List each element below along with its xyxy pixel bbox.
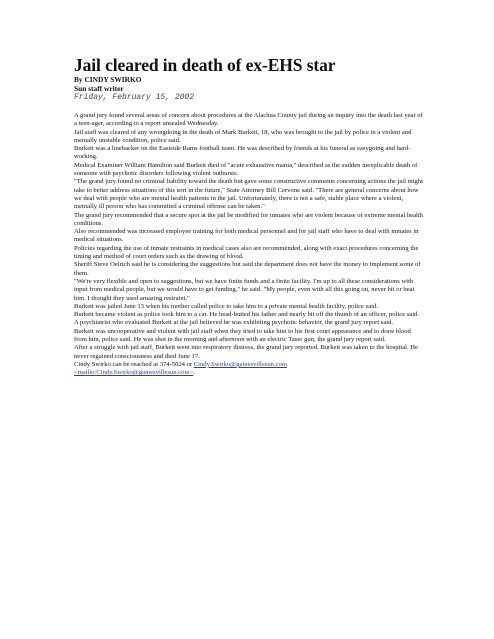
article-date: Friday, February 15, 2002 (74, 93, 195, 102)
article-paragraph: A psychiatrist who evaluated Burkett at the jail believed he was exhibiting psychotic behavior, the grand jury report said. (74, 319, 394, 327)
article-paragraph: "We're very flexible and open to suggestions, but we have finite funds and a finite facility. I'm up to all these considerations with input from medical people, but we would have to get funding," he said. "My people, even with all this going on, never hit or beat him. I thought they used amazing restraint." (74, 277, 415, 302)
article-paragraph: Burkett was uncooperative and violent with jail staff when they tried to take him to his first court appearance and to draw blood from him, police said. He was shot in the morning and afternoon with an electric Taser gun, the grand jury report said. (74, 327, 411, 344)
author-email-link[interactable]: Cindy.Swirko@gainesvillesun.com (193, 360, 287, 368)
author-role: Sun staff writer (74, 84, 124, 93)
article-paragraph: Also recommended was increased employee training for both medical personnel and for jail staff who have to deal with inmates in medical situations. (74, 228, 419, 244)
article-paragraph: "The grand jury found no criminal liability toward the death but gave some constructive comments concerning actions the jail might take to better address situations of this sort in the future," State Attorney Bill Cervone said. "There are general concerns about how we deal with people who are mental health patients in the jail. Unfortunately, there is not a safe, stable place where a violent, mentally ill person who has committed a criminal offense can be taken." (74, 178, 423, 211)
contact-prefix: Cindy Swirko can be reached at 374-5024 or (74, 360, 194, 368)
article-paragraph: Burkett was jailed June 13 when his mother called police to take him to a private mental health facility, police said. (74, 302, 378, 310)
article-paragraph: Burkett became violent as police took him to a car. He head-butted his father and nearly bit off the thumb of an officer, police said. (74, 311, 420, 319)
contact-suffix: . (193, 369, 195, 377)
article-paragraph: Medical Examiner William Hamilton said Burkett died of "acute exhaustive mania," described as the sudden inexplicable death of someone with psychotic disorders following violent outbursts. (74, 161, 418, 178)
contact-line (74, 361, 424, 378)
article-body (74, 112, 424, 378)
article-paragraph: After a struggle with jail staff, Burkett went into respiratory distress, the grand jury reported. Burkett was taken to the hospital. He never regained consciousness and died June 17. (74, 344, 418, 360)
article-paragraph: Burkett was a linebacker on the Eastside Rams football team. He was described by friends at his funeral as easygoing and hard-working. (74, 145, 411, 161)
article-page (74, 56, 424, 378)
article-byline: By CINDY SWIRKO (74, 75, 142, 84)
article-paragraph: Policies regarding the use of inmate restraints in medical cases also are recommended, along with exact procedures concerning the timing and method of court orders such as the drawing of blood. (74, 244, 419, 261)
author-mailto-link[interactable]: <mailto:Cindy.Swirko@gainesvillesun.com> (74, 369, 194, 377)
article-paragraph: The grand jury recommended that a secure spot at the jail be modified for inmates who are violent because of extreme mental health conditions. (74, 211, 423, 227)
article-paragraph: Sheriff Steve Oelrich said he is considering the suggestions but said the department does not have the money to implement some of them. (74, 261, 421, 277)
article-paragraph: A grand jury found several areas of concern about procedures at the Alachua County jail during an inquiry into the death last year of a teen-ager, according to a report unsealed Wednesday. (74, 112, 423, 128)
article-headline: Jail cleared in death of ex-EHS star (74, 55, 336, 75)
article-paragraph: Jail staff was cleared of any wrongdoing in the death of Mark Burkett, 18, who was brought to the jail by police in a violent and mentally unstable condition, police said. (74, 128, 412, 144)
